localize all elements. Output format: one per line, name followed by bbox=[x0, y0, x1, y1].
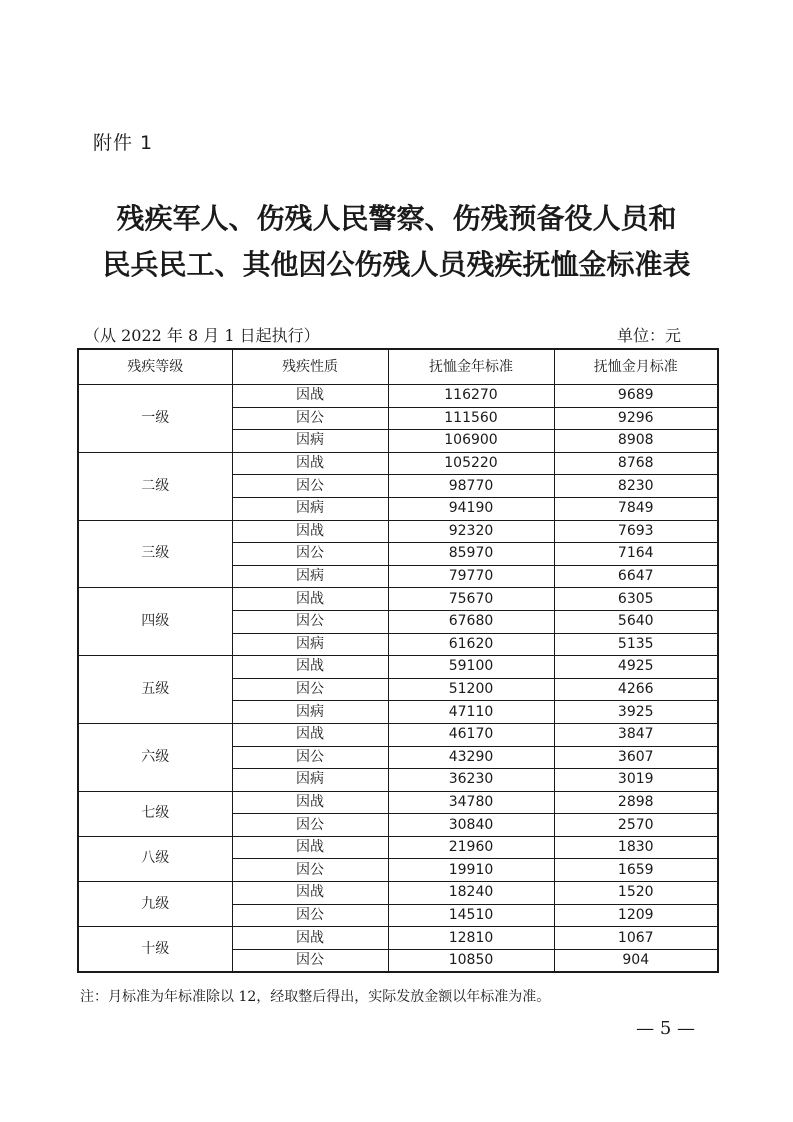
monthly-standard-cell: 7164 bbox=[554, 543, 718, 566]
header-monthly-standard: 抚恤金月标准 bbox=[554, 349, 718, 385]
monthly-standard-cell: 904 bbox=[554, 949, 718, 972]
monthly-standard-cell: 4925 bbox=[554, 656, 718, 679]
disability-level-cell: 三级 bbox=[78, 520, 232, 588]
disability-nature-cell: 因公 bbox=[232, 475, 388, 498]
header-annual-standard: 抚恤金年标准 bbox=[388, 349, 554, 385]
annual-standard-cell: 51200 bbox=[388, 678, 554, 701]
annual-standard-cell: 75670 bbox=[388, 588, 554, 611]
disability-nature-cell: 因病 bbox=[232, 633, 388, 656]
annual-standard-cell: 59100 bbox=[388, 656, 554, 679]
table-row bbox=[78, 588, 718, 611]
disability-nature-cell: 因战 bbox=[232, 836, 388, 859]
document-title bbox=[60, 196, 733, 288]
annual-standard-cell: 36230 bbox=[388, 769, 554, 792]
table-row bbox=[78, 656, 718, 679]
annual-standard-cell: 34780 bbox=[388, 791, 554, 814]
disability-nature-cell: 因公 bbox=[232, 610, 388, 633]
monthly-standard-cell: 2898 bbox=[554, 791, 718, 814]
disability-level-cell: 二级 bbox=[78, 452, 232, 520]
table-row bbox=[78, 452, 718, 475]
monthly-standard-cell: 6305 bbox=[554, 588, 718, 611]
monthly-standard-cell: 9296 bbox=[554, 407, 718, 430]
annual-standard-cell: 47110 bbox=[388, 701, 554, 724]
annual-standard-cell: 43290 bbox=[388, 746, 554, 769]
unit-label: 单位：元 bbox=[616, 326, 681, 345]
monthly-standard-cell: 8230 bbox=[554, 475, 718, 498]
header-disability-level: 残疾等级 bbox=[78, 349, 232, 385]
disability-nature-cell: 因战 bbox=[232, 723, 388, 746]
monthly-standard-cell: 6647 bbox=[554, 565, 718, 588]
monthly-standard-cell: 3019 bbox=[554, 769, 718, 792]
title-line-1: 残疾军人、伤残人民警察、伤残预备役人员和 bbox=[116, 202, 677, 235]
disability-nature-cell: 因病 bbox=[232, 701, 388, 724]
table-row bbox=[78, 385, 718, 408]
disability-nature-cell: 因公 bbox=[232, 859, 388, 882]
monthly-standard-cell: 1830 bbox=[554, 836, 718, 859]
annual-standard-cell: 106900 bbox=[388, 430, 554, 453]
table-header-row bbox=[78, 349, 718, 385]
disability-nature-cell: 因病 bbox=[232, 497, 388, 520]
monthly-standard-cell: 5135 bbox=[554, 633, 718, 656]
attachment-label: 附件 1 bbox=[93, 132, 154, 154]
pension-standard-table bbox=[77, 348, 719, 973]
annual-standard-cell: 12810 bbox=[388, 927, 554, 950]
monthly-standard-cell: 8768 bbox=[554, 452, 718, 475]
annual-standard-cell: 61620 bbox=[388, 633, 554, 656]
table-row bbox=[78, 836, 718, 859]
disability-level-cell: 五级 bbox=[78, 656, 232, 724]
annual-standard-cell: 46170 bbox=[388, 723, 554, 746]
disability-nature-cell: 因战 bbox=[232, 882, 388, 905]
disability-level-cell: 六级 bbox=[78, 723, 232, 791]
title-line-2: 民兵民工、其他因公伤残人员残疾抚恤金标准表 bbox=[102, 248, 691, 281]
disability-nature-cell: 因战 bbox=[232, 385, 388, 408]
disability-nature-cell: 因公 bbox=[232, 407, 388, 430]
disability-nature-cell: 因公 bbox=[232, 543, 388, 566]
annual-standard-cell: 14510 bbox=[388, 904, 554, 927]
annual-standard-cell: 19910 bbox=[388, 859, 554, 882]
table-row bbox=[78, 520, 718, 543]
annual-standard-cell: 105220 bbox=[388, 452, 554, 475]
disability-nature-cell: 因病 bbox=[232, 769, 388, 792]
monthly-standard-cell: 8908 bbox=[554, 430, 718, 453]
page-number: — 5 — bbox=[636, 1018, 695, 1039]
monthly-standard-cell: 4266 bbox=[554, 678, 718, 701]
annual-standard-cell: 30840 bbox=[388, 814, 554, 837]
monthly-standard-cell: 7693 bbox=[554, 520, 718, 543]
annual-standard-cell: 111560 bbox=[388, 407, 554, 430]
monthly-standard-cell: 1067 bbox=[554, 927, 718, 950]
header-disability-nature: 残疾性质 bbox=[232, 349, 388, 385]
disability-nature-cell: 因公 bbox=[232, 678, 388, 701]
monthly-standard-cell: 5640 bbox=[554, 610, 718, 633]
annual-standard-cell: 92320 bbox=[388, 520, 554, 543]
table-row bbox=[78, 927, 718, 950]
disability-nature-cell: 因公 bbox=[232, 904, 388, 927]
disability-level-cell: 七级 bbox=[78, 791, 232, 836]
monthly-standard-cell: 1209 bbox=[554, 904, 718, 927]
disability-nature-cell: 因战 bbox=[232, 656, 388, 679]
annual-standard-cell: 18240 bbox=[388, 882, 554, 905]
monthly-standard-cell: 3925 bbox=[554, 701, 718, 724]
disability-nature-cell: 因战 bbox=[232, 452, 388, 475]
footnote: 注：月标准为年标准除以 12，经取整后得出，实际发放金额以年标准为准。 bbox=[80, 989, 551, 1005]
disability-level-cell: 一级 bbox=[78, 385, 232, 453]
monthly-standard-cell: 7849 bbox=[554, 497, 718, 520]
disability-level-cell: 八级 bbox=[78, 836, 232, 881]
monthly-standard-cell: 9689 bbox=[554, 385, 718, 408]
effective-date-note: （从 2022 年 8 月 1 日起执行） bbox=[84, 326, 320, 345]
monthly-standard-cell: 3607 bbox=[554, 746, 718, 769]
table-body bbox=[78, 385, 718, 973]
disability-nature-cell: 因战 bbox=[232, 588, 388, 611]
annual-standard-cell: 98770 bbox=[388, 475, 554, 498]
table-row bbox=[78, 882, 718, 905]
disability-level-cell: 四级 bbox=[78, 588, 232, 656]
disability-level-cell: 九级 bbox=[78, 882, 232, 927]
disability-level-cell: 十级 bbox=[78, 927, 232, 973]
annual-standard-cell: 79770 bbox=[388, 565, 554, 588]
disability-nature-cell: 因公 bbox=[232, 746, 388, 769]
monthly-standard-cell: 1659 bbox=[554, 859, 718, 882]
annual-standard-cell: 116270 bbox=[388, 385, 554, 408]
monthly-standard-cell: 1520 bbox=[554, 882, 718, 905]
annual-standard-cell: 85970 bbox=[388, 543, 554, 566]
disability-nature-cell: 因战 bbox=[232, 791, 388, 814]
disability-nature-cell: 因战 bbox=[232, 520, 388, 543]
table-row bbox=[78, 723, 718, 746]
disability-nature-cell: 因公 bbox=[232, 814, 388, 837]
table-row bbox=[78, 791, 718, 814]
disability-nature-cell: 因战 bbox=[232, 927, 388, 950]
disability-nature-cell: 因病 bbox=[232, 565, 388, 588]
annual-standard-cell: 67680 bbox=[388, 610, 554, 633]
monthly-standard-cell: 2570 bbox=[554, 814, 718, 837]
disability-nature-cell: 因病 bbox=[232, 430, 388, 453]
annual-standard-cell: 21960 bbox=[388, 836, 554, 859]
monthly-standard-cell: 3847 bbox=[554, 723, 718, 746]
annual-standard-cell: 10850 bbox=[388, 949, 554, 972]
annual-standard-cell: 94190 bbox=[388, 497, 554, 520]
disability-nature-cell: 因公 bbox=[232, 949, 388, 972]
